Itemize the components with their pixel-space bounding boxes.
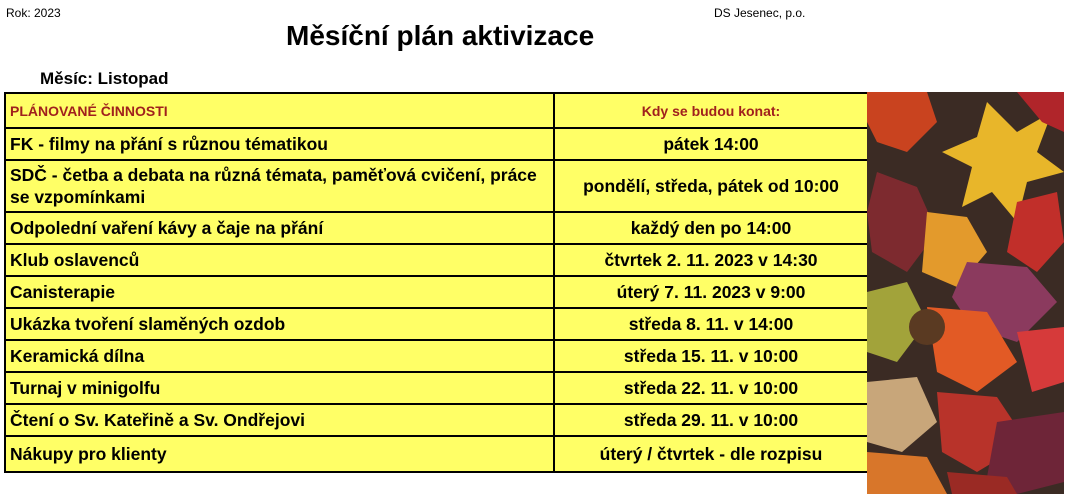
- table-row: [5, 340, 868, 372]
- activity-plan-table: [4, 92, 869, 473]
- table-row: [5, 160, 868, 212]
- activity-cell: SDČ - četba a debata na různá témata, paměťová cvičení, práce se vzpomínkami: [5, 160, 554, 212]
- schedule-cell: středa 22. 11. v 10:00: [554, 372, 868, 404]
- organization-label: DS Jesenec, p.o.: [714, 6, 806, 20]
- autumn-leaves-photo: [867, 92, 1064, 494]
- table-row: [5, 308, 868, 340]
- schedule-cell: středa 29. 11. v 10:00: [554, 404, 868, 436]
- activity-cell: Nákupy pro klienty: [5, 436, 554, 472]
- table-row: [5, 372, 868, 404]
- schedule-cell: pondělí, středa, pátek od 10:00: [554, 160, 868, 212]
- activity-cell: Klub oslavenců: [5, 244, 554, 276]
- table-row: [5, 404, 868, 436]
- schedule-cell: úterý / čtvrtek - dle rozpisu: [554, 436, 868, 472]
- table-row: [5, 212, 868, 244]
- activity-cell: FK - filmy na přání s různou tématikou: [5, 128, 554, 160]
- month-label: Měsíc: Listopad: [40, 69, 169, 88]
- activity-cell: Turnaj v minigolfu: [5, 372, 554, 404]
- activity-cell: Odpolední vaření kávy a čaje na přání: [5, 212, 554, 244]
- schedule-cell: pátek 14:00: [554, 128, 868, 160]
- schedule-cell: úterý 7. 11. 2023 v 9:00: [554, 276, 868, 308]
- column-header-activities: PLÁNOVANÉ ČINNOSTI: [5, 93, 554, 128]
- schedule-cell: středa 15. 11. v 10:00: [554, 340, 868, 372]
- table-row: [5, 436, 868, 472]
- table-row: [5, 128, 868, 160]
- activity-cell: Canisterapie: [5, 276, 554, 308]
- table-row: [5, 244, 868, 276]
- table-header-row: [5, 93, 868, 128]
- activity-cell: Keramická dílna: [5, 340, 554, 372]
- table-row: [5, 276, 868, 308]
- autumn-leaves-icon: [867, 92, 1064, 494]
- activity-cell: Ukázka tvoření slaměných ozdob: [5, 308, 554, 340]
- activity-cell: Čtení o Sv. Kateřině a Sv. Ondřejovi: [5, 404, 554, 436]
- schedule-cell: každý den po 14:00: [554, 212, 868, 244]
- schedule-cell: středa 8. 11. v 14:00: [554, 308, 868, 340]
- schedule-cell: čtvrtek 2. 11. 2023 v 14:30: [554, 244, 868, 276]
- column-header-when: Kdy se budou konat:: [554, 93, 868, 128]
- year-label: Rok: 2023: [6, 6, 61, 20]
- page-title: Měsíční plán aktivizace: [286, 20, 595, 51]
